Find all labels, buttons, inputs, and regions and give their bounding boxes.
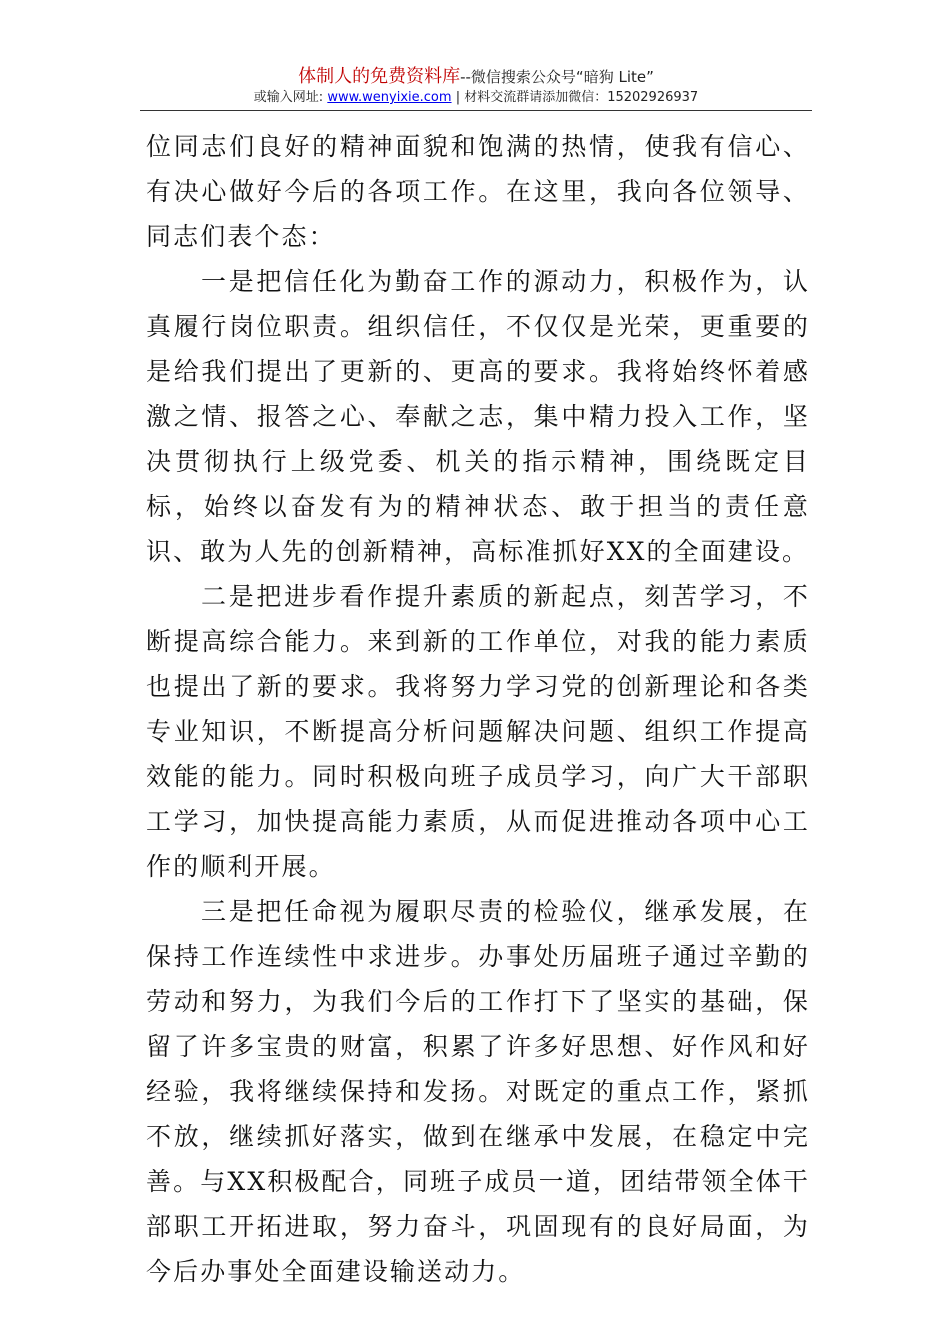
page-header	[140, 66, 812, 108]
paragraph: 二是把进步看作提升素质的新起点，刻苦学习，不断提高综合能力。来到新的工作单位，对我的能力素质也提出了新的要求。我将努力学习党的创新理论和各类专业知识，不断提高分析问题解决问题、组织工作提高效能的能力。同时积极向班子成员学习，向广大干部职工学习，加快提高能力素质，从而促进推动各项中心工作的顺利开展。	[146, 582, 810, 881]
header-tagline: --微信搜索公众号“暗狗 Lite”	[460, 68, 654, 86]
header-url-line	[140, 88, 812, 108]
header-contact: | 材料交流群请添加微信：15202926937	[455, 90, 699, 105]
paragraph: 三是把任命视为履职尽责的检验仪，继承发展，在保持工作连续性中求进步。办事处历届班子通过辛勤的劳动和努力，为我们今后的工作打下了坚实的基础，保留了许多宝贵的财富，积累了许多好思想、好作风和好经验，我将继续保持和发扬。对既定的重点工作，紧抓不放，继续抓好落实，做到在继承中发展，在稳定中完善。与XX积极配合，同班子成员一道，团结带领全体干部职工开拓进取，努力奋斗，巩固现有的良好局面，为今后办事处全面建设输送动力。	[146, 897, 810, 1286]
document-body	[146, 124, 810, 1294]
header-url-link[interactable]: www.wenyixie.com	[327, 90, 452, 105]
header-divider	[140, 110, 812, 111]
paragraph: 位同志们良好的精神面貌和饱满的热情，使我有信心、有决心做好今后的各项工作。在这里，我向各位领导、同志们表个态：	[146, 132, 810, 251]
paragraph: 一是把信任化为勤奋工作的源动力，积极作为，认真履行岗位职责。组织信任，不仅仅是光荣，更重要的是给我们提出了更新的、更高的要求。我将始终怀着感激之情、报答之心、奉献之志，集中精力投入工作，坚决贯彻执行上级党委、机关的指示精神，围绕既定目标，始终以奋发有为的精神状态、敢于担当的责任意识、敢为人先的创新精神，高标准抓好XX的全面建设。	[146, 267, 810, 566]
header-brand: 体制人的免费资料库	[298, 66, 461, 87]
header-title-line	[140, 66, 812, 88]
header-url-prefix: 或输入网址:	[253, 90, 324, 105]
